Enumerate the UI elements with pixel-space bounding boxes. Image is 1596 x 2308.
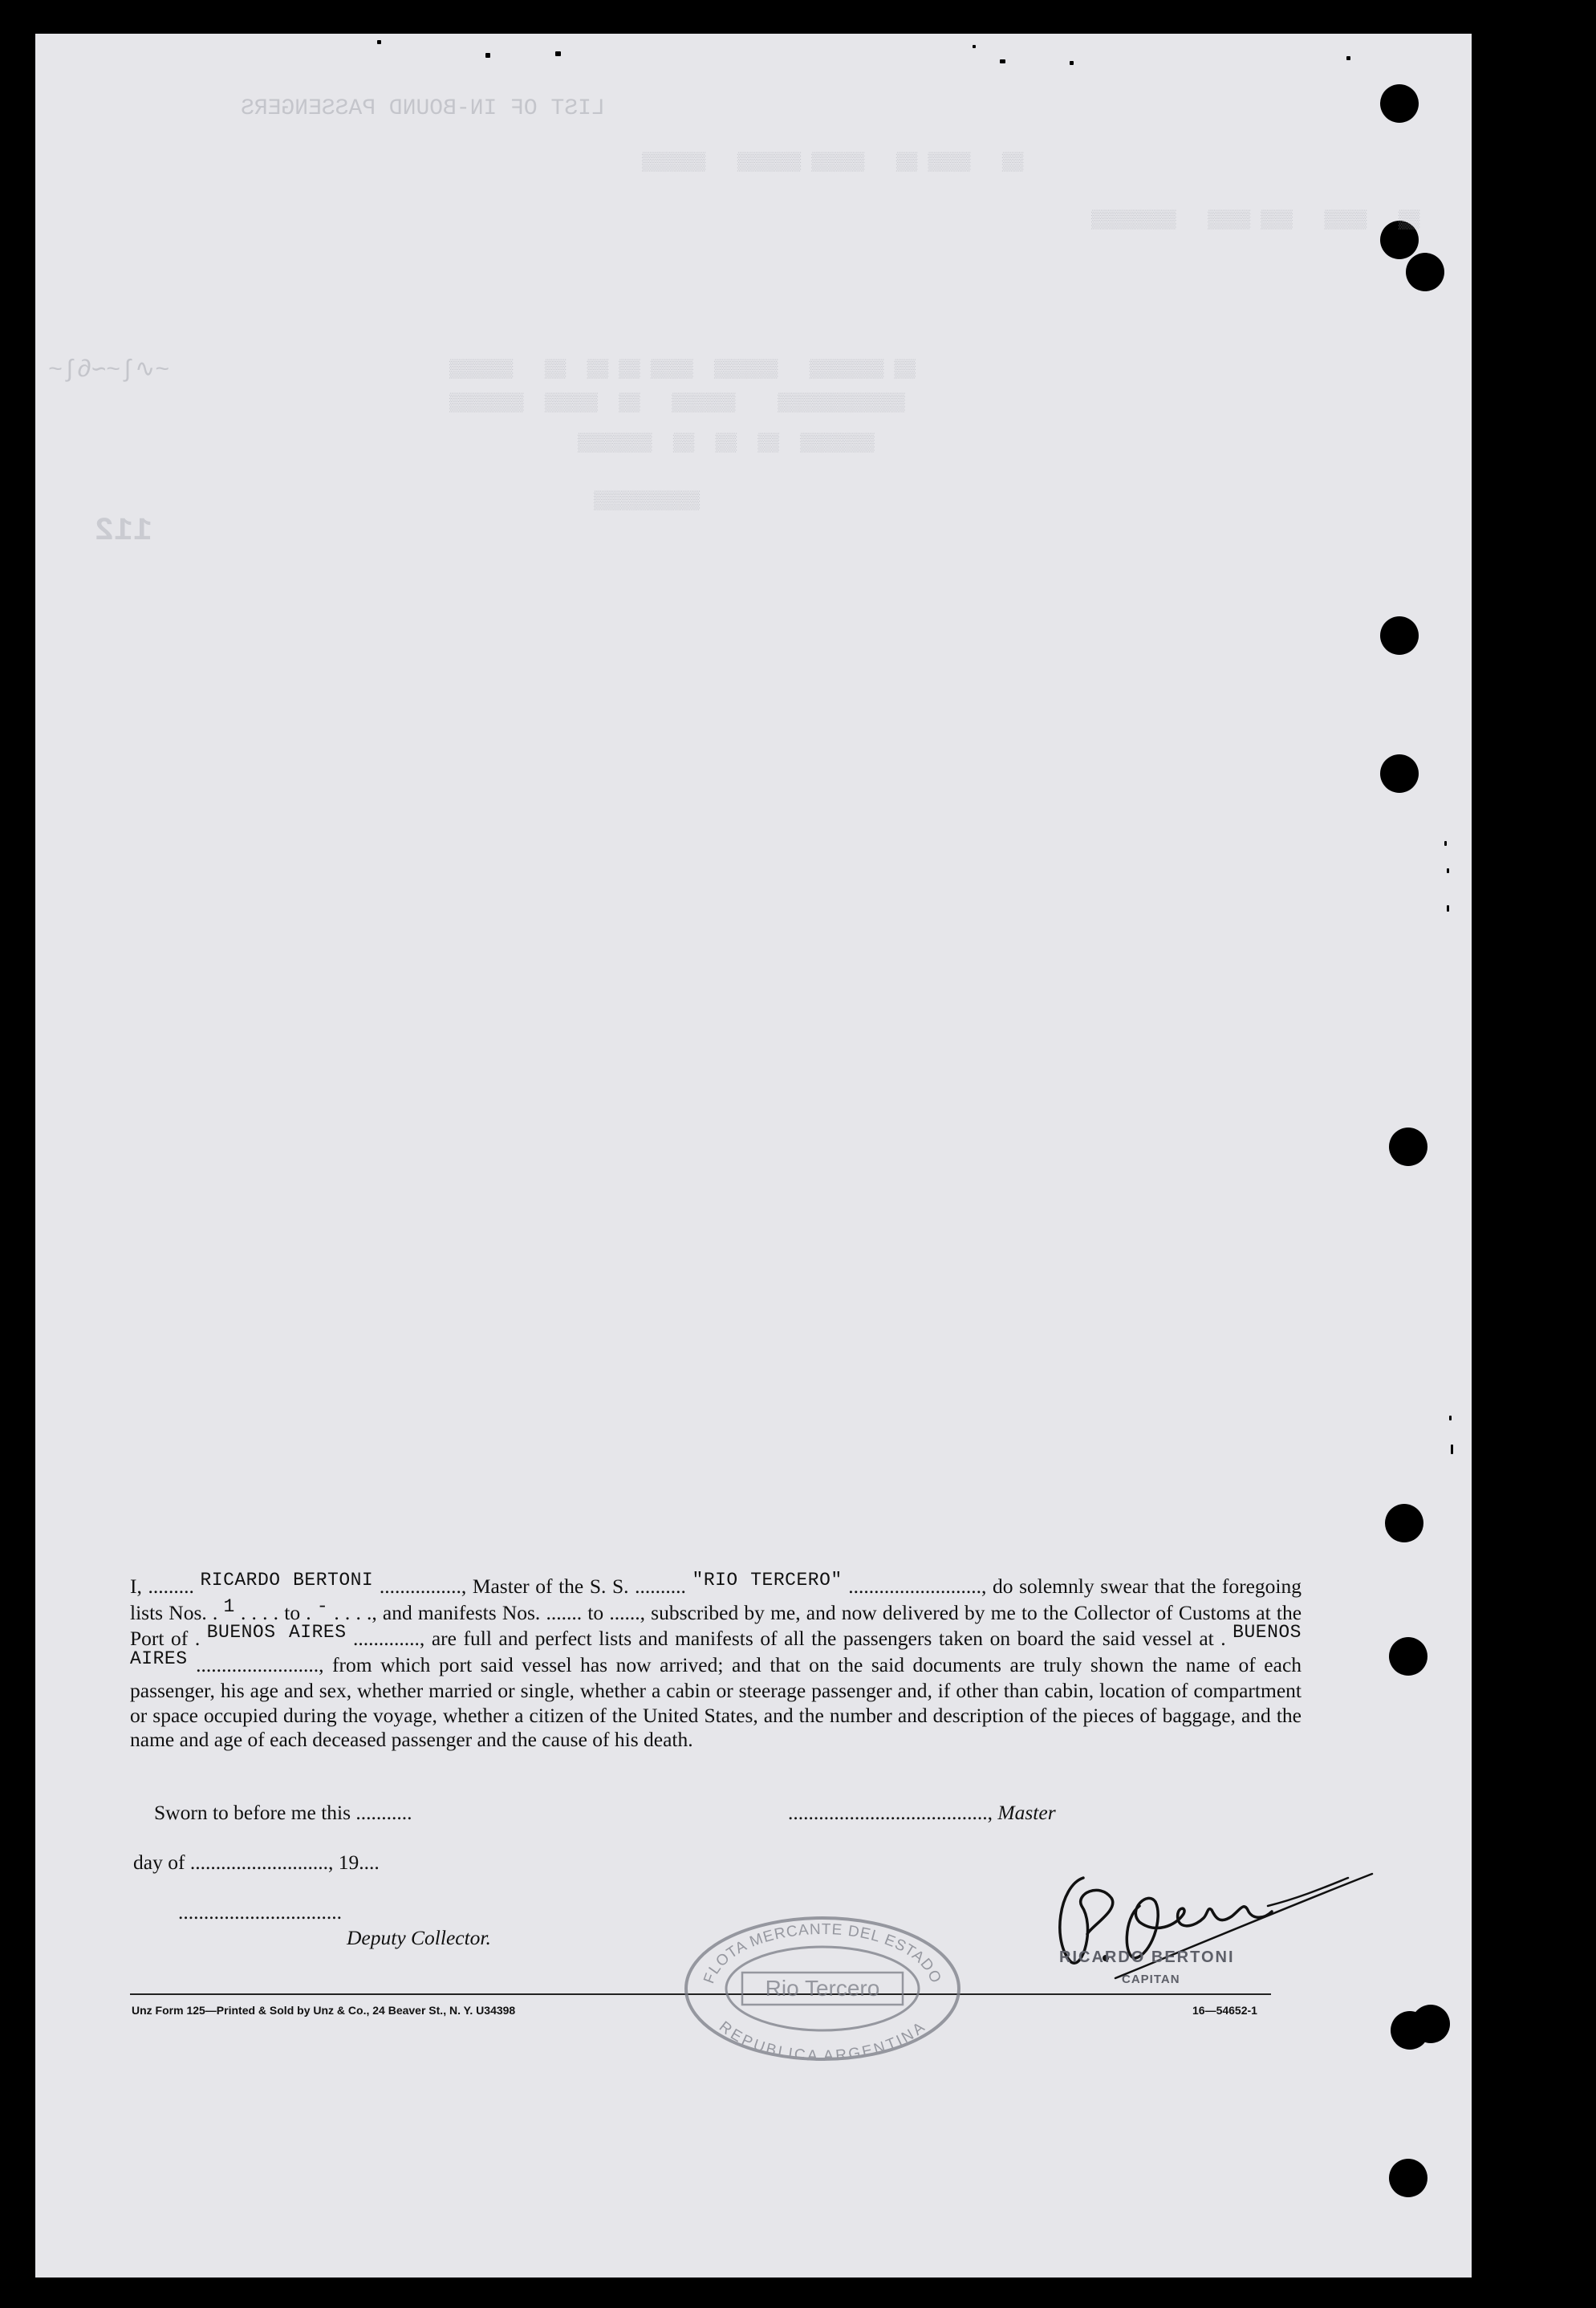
ship-name: "RIO TERCERO" (692, 1570, 843, 1591)
bleedthrough-title: LIST OF IN-BOUND PASSENGERS (241, 96, 605, 121)
speck (377, 40, 381, 44)
deputy-collector-label: Deputy Collector. (347, 1926, 491, 1949)
port-name: BUENOS AIRES (206, 1622, 347, 1643)
master-label: Master (997, 1801, 1056, 1824)
speck (555, 51, 561, 56)
speck (1451, 1445, 1453, 1454)
bleedthrough-line: ▒▒▒▒▒▒▒ ▒▒▒▒▒ ▒▒ ▒▒▒▒▒▒ ▒▒▒▒▒▒▒▒▒▒▒▒ (449, 393, 905, 413)
stamp-top-text: FLOTA MERCANTE DEL ESTADO (701, 1920, 944, 1986)
footer-left: Unz Form 125—Printed & Sold by Unz & Co., 24 Beaver St., N. Y. U34398 (132, 2004, 516, 2017)
speck (1449, 1416, 1452, 1420)
punch-hole (1389, 1128, 1427, 1166)
oath-paragraph: I, ......... RICARDO BERTONI ................, Master of the S. S. .......... "RIO TERCERO" .........................., do solemnly swear that the foregoing lists Nos. . 1 . . . . to . - . . . ., and manifests Nos. ....... to ......, subscribed by me, and now delivered by me to the Collector of Customs at the Port of . BUENOS AIRES ............., are full and perfect lists and manifests of all the passengers taken on board the said vessel at . BUENOS AIRES ........................, from which port said vessel has now arrived; and that on the said documents are truly shown the name of each passenger, his age and sex, whether married or single, whether a cabin or steerage passenger and, if other than cabin, location of compartment or space occupied during the voyage, whether a citizen of the United States, and the number and description of the pieces of baggage, and the name and age of each deceased passenger and the cause of his death. (130, 1570, 1302, 1751)
oath-do-solemnly: , do solemnly (981, 1575, 1094, 1598)
speck (973, 45, 976, 48)
bleedthrough-line: ▒▒▒▒▒▒ ▒▒ ▒▒ ▒▒ ▒▒▒▒ ▒▒▒▒▒▒ ▒▒▒▒▒▒▒ ▒▒ (449, 360, 916, 380)
bleedthrough-line: ▒▒▒▒▒▒ ▒▒▒▒▒▒ ▒▒▒▒▒ ▒▒ ▒▒▒▒ ▒▒ (642, 152, 1024, 173)
speck (1070, 61, 1074, 65)
vessel-port: BUENOS AIRES (130, 1622, 1302, 1669)
speck (1447, 905, 1449, 912)
punch-hole (1380, 616, 1419, 655)
footer-right: 16—54652-1 (1192, 2004, 1257, 2017)
speck (1346, 56, 1350, 60)
punch-hole (1380, 754, 1419, 793)
oath-swear-lists: swear that the foregoing lists Nos. (130, 1575, 1302, 1624)
ship-stamp (680, 1914, 965, 2063)
captain-name-stamp: RICARDO BERTONI (1059, 1948, 1235, 1966)
sworn-line: Sworn to before me this ........... (154, 1801, 412, 1824)
master-name: RICARDO BERTONI (200, 1570, 374, 1591)
oath-to-2: to (587, 1600, 604, 1624)
oath-from-which: , from which (319, 1652, 431, 1676)
oath-manifests: , and manifests Nos. (372, 1600, 541, 1624)
bleedthrough-page-number: 112 (95, 514, 153, 550)
punch-hole (1389, 2159, 1427, 2197)
bleedthrough-line: ▒▒▒▒▒▒▒▒▒▒ (594, 491, 701, 511)
bleedthrough-scribble: ~∫∂∽~∫∿~ (48, 357, 170, 384)
oath-master-of: , Master of the S. S. (461, 1575, 629, 1598)
stamp-bottom-text: REPUBLICA ARGENTINA (716, 2018, 930, 2063)
punch-hole (1385, 1504, 1423, 1542)
oath-subscribed: , subscribed by me, and now (640, 1600, 877, 1624)
year-label: 19 (338, 1851, 359, 1874)
punch-hole (1389, 1637, 1427, 1676)
punch-hole (1406, 253, 1444, 291)
oath-i: I, (130, 1575, 142, 1598)
punch-hole (1380, 84, 1419, 123)
oath-remaining-text: port said vessel has now arrived; and that on the said documents are truly shown the name of each passenger, his age and sex, whether married or single, whether a cabin or steerage passenger and, if other than cabin, location of compartment or space occupied during the voyage, whether a citizen of the United States, and the number and description of the pieces of baggage, and the name and age of each deceased passenger and the cause of his death. (130, 1652, 1302, 1751)
deputy-dots: ................................ (178, 1900, 342, 1924)
list-to: - (316, 1595, 329, 1617)
sworn-label: Sworn to before me this (154, 1801, 351, 1824)
punch-hole (1411, 2005, 1450, 2043)
speck (1444, 841, 1447, 846)
day-of-label: day of (133, 1851, 185, 1874)
day-line: day of ..........................., 19.... (133, 1851, 380, 1874)
speck (1000, 59, 1005, 63)
master-line: ......................................., Master (788, 1801, 1056, 1824)
stamp-center-text: Rio Tercero (765, 1976, 880, 2001)
speck (485, 53, 490, 58)
bleedthrough-line: ▒▒▒▒▒▒▒ ▒▒ ▒▒ ▒▒ ▒▒▒▒▒▒▒ (578, 433, 875, 453)
svg-text:REPUBLICA ARGENTINA (716, 2018, 929, 2063)
bleedthrough-line: ▒▒▒▒▒▒▒▒ ▒▒▒▒ ▒▒▒ ▒▒▒▒ ▒▒ (1091, 210, 1420, 230)
captain-title-stamp: CAPITAN (1122, 1973, 1180, 1986)
oath-full-perfect: , are full and perfect lists and (419, 1627, 668, 1650)
oath-to-1: to (284, 1600, 301, 1624)
oath-delivered: delivered by me to the Collector of Customs at the Port of (130, 1600, 1302, 1650)
oath-manifests-all: manifests of all the passengers taken on board the said vessel at (675, 1627, 1214, 1650)
list-from: 1 (223, 1595, 235, 1617)
speck (1447, 868, 1449, 873)
